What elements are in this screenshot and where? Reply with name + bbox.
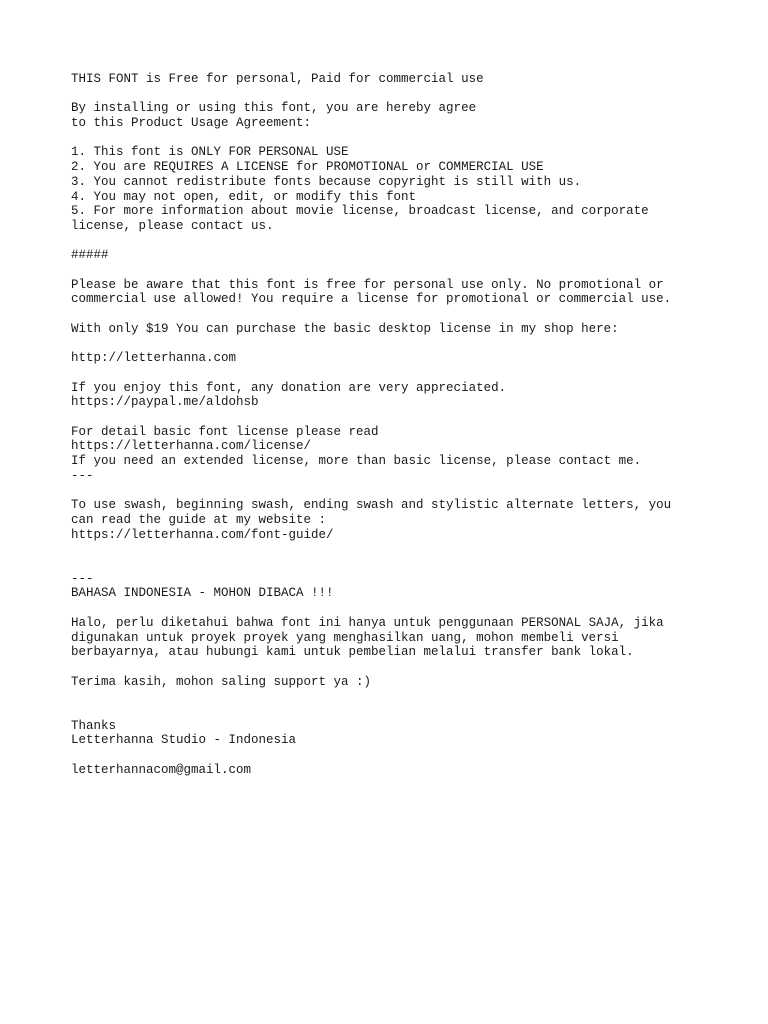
document-line bbox=[71, 337, 691, 352]
document-line: http://letterhanna.com bbox=[71, 351, 237, 366]
document-line: can read the guide at my website : bbox=[71, 512, 327, 527]
document-line: --- bbox=[71, 571, 94, 586]
document-line: digunakan untuk proyek proyek yang menghasilkan uang, mohon membeli versi bbox=[71, 630, 619, 645]
document-line: --- bbox=[71, 468, 94, 483]
document-line bbox=[71, 263, 691, 278]
document-line: Halo, perlu diketahui bahwa font ini hanya untuk penggunaan PERSONAL SAJA, jika bbox=[71, 615, 664, 630]
document-line: Please be aware that this font is free for personal use only. No promotional or bbox=[71, 277, 664, 292]
document-line: letterhannacom@gmail.com bbox=[71, 762, 252, 777]
document-line: https://letterhanna.com/font-guide/ bbox=[71, 527, 334, 542]
document-line: ##### bbox=[71, 248, 109, 263]
document-line: With only $19 You can purchase the basic desktop license in my shop here: bbox=[71, 321, 619, 336]
document-line bbox=[71, 366, 691, 381]
document-line: THIS FONT is Free for personal, Paid for commercial use bbox=[71, 72, 484, 86]
document-line: https://letterhanna.com/license/ bbox=[71, 439, 312, 454]
document-line: https://paypal.me/aldohsb bbox=[71, 395, 259, 410]
document-line: 4. You may not open, edit, or modify this font bbox=[71, 189, 417, 204]
license-document bbox=[71, 72, 691, 778]
document-line: If you enjoy this font, any donation are very appreciated. bbox=[71, 380, 507, 395]
document-line bbox=[71, 557, 691, 572]
document-line: 5. For more information about movie license, broadcast license, and corporate bbox=[71, 204, 649, 219]
document-line bbox=[71, 234, 691, 249]
document-line: Letterhanna Studio - Indonesia bbox=[71, 733, 297, 748]
document-line: berbayarnya, atau hubungi kami untuk pembelian melalui transfer bank lokal. bbox=[71, 645, 634, 660]
document-line: Thanks bbox=[71, 718, 117, 733]
document-line: commercial use allowed! You require a license for promotional or commercial use. bbox=[71, 292, 672, 307]
document-line: license, please contact us. bbox=[71, 219, 274, 233]
document-line: 1. This font is ONLY FOR PERSONAL USE bbox=[71, 145, 349, 160]
document-line bbox=[71, 660, 691, 675]
document-line bbox=[71, 542, 691, 557]
document-line: BAHASA INDONESIA - MOHON DIBACA !!! bbox=[71, 586, 334, 601]
document-line bbox=[71, 87, 691, 102]
document-line bbox=[71, 689, 691, 704]
document-line bbox=[71, 410, 691, 425]
document-line: By installing or using this font, you are hereby agree bbox=[71, 101, 477, 116]
document-line bbox=[71, 131, 691, 146]
document-line: To use swash, beginning swash, ending swash and stylistic alternate letters, you bbox=[71, 498, 672, 513]
document-line: Terima kasih, mohon saling support ya :) bbox=[71, 674, 372, 689]
document-line: 2. You are REQUIRES A LICENSE for PROMOTIONAL or COMMERCIAL USE bbox=[71, 160, 544, 175]
document-line bbox=[71, 307, 691, 322]
document-line: If you need an extended license, more than basic license, please contact me. bbox=[71, 454, 642, 469]
document-line bbox=[71, 704, 691, 719]
document-line bbox=[71, 748, 691, 763]
document-line bbox=[71, 484, 691, 499]
document-line bbox=[71, 601, 691, 616]
document-line: 3. You cannot redistribute fonts because copyright is still with us. bbox=[71, 174, 582, 189]
document-line: For detail basic font license please read bbox=[71, 424, 379, 439]
document-line: to this Product Usage Agreement: bbox=[71, 116, 312, 131]
